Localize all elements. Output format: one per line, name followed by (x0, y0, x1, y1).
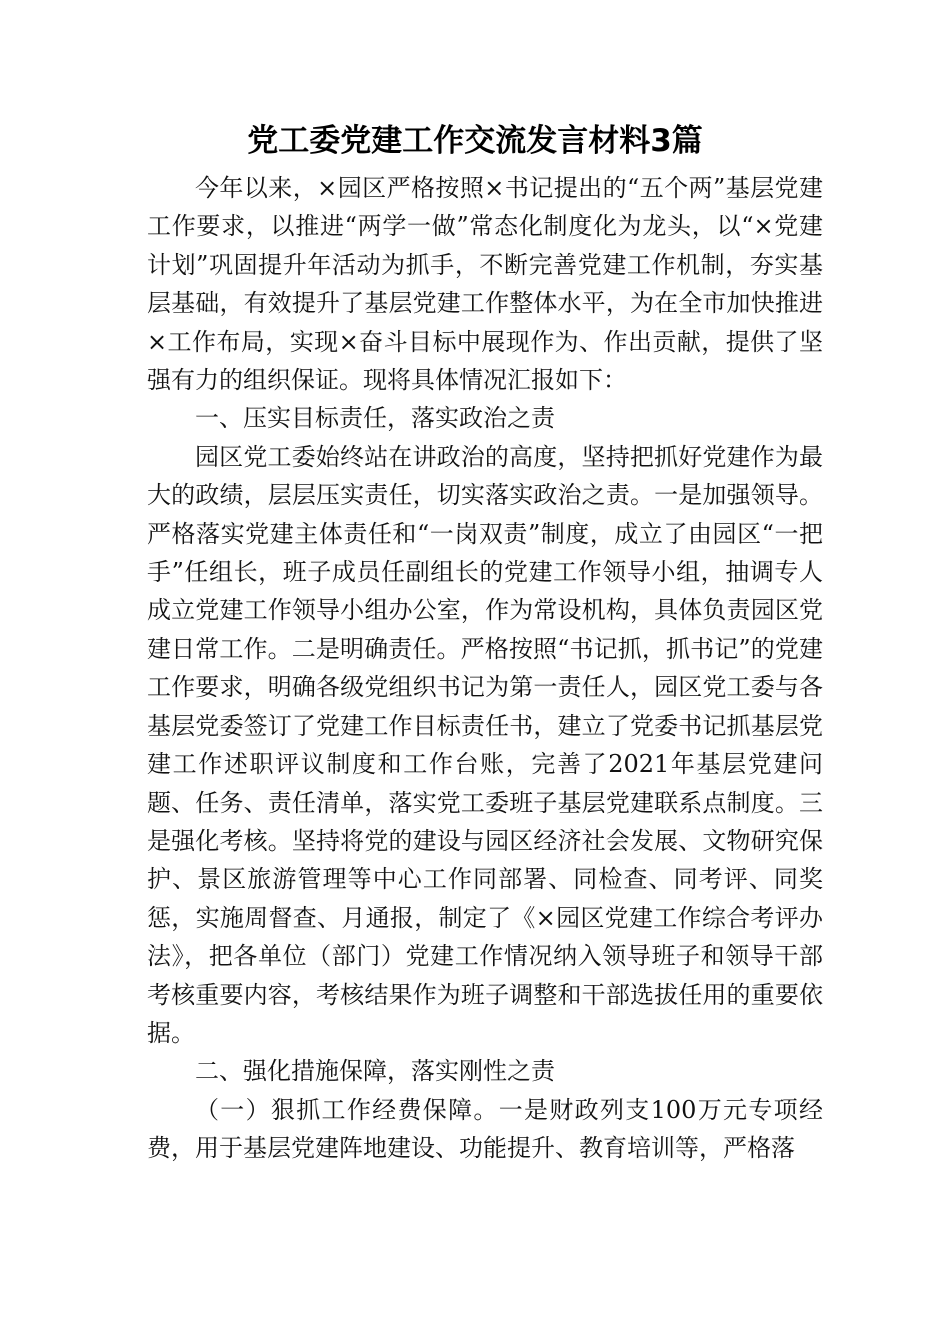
paragraph-section-2: （一）狠抓工作经费保障。一是财政列支100万元专项经费，用于基层党建阵地建设、功能提升、教育培训等，严格落 (147, 1095, 823, 1163)
document-title: 党工委党建工作交流发言材料3篇 (247, 123, 703, 159)
section-heading-2: 二、强化措施保障，落实刚性之责 (195, 1057, 555, 1086)
document-body (147, 169, 823, 1168)
paragraph-intro: 今年以来，×园区严格按照×书记提出的“五个两”基层党建工作要求，以推进“两学一做”常态化制度化为龙头，以“×党建计划”巩固提升年活动为抓手，不断完善党建工作机制，夯实基层基础，有效提升了基层党建工作整体水平，为在全市加快推进×工作布局，实现×奋斗目标中展现作为、作出贡献，提供了坚强有力的组织保证。现将具体情况汇报如下： (147, 174, 823, 395)
paragraph-section-1: 园区党工委始终站在讲政治的高度，坚持把抓好党建作为最大的政绩，层层压实责任，切实落实政治之责。一是加强领导。严格落实党建主体责任和“一岗双责”制度，成立了由园区“一把手”任组长，班子成员任副组长的党建工作领导小组，抽调专人成立党建工作领导小组办公室，作为常设机构，具体负责园区党建日常工作。二是明确责任。严格按照“书记抓，抓书记”的党建工作要求，明确各级党组织书记为第一责任人，园区党工委与各基层党委签订了党建工作目标责任书，建立了党委书记抓基层党建工作述职评议制度和工作台账，完善了2021年基层党建问题、任务、责任清单，落实党工委班子基层党建联系点制度。三是强化考核。坚持将党的建设与园区经济社会发展、文物研究保护、景区旅游管理等中心工作同部署、同检查、同考评、同奖惩，实施周督查、月通报，制定了《×园区党建工作综合考评办法》，把各单位（部门）党建工作情况纳入领导班子和领导干部考核重要内容，考核结果作为班子调整和干部选拔任用的重要依据。 (147, 442, 823, 1047)
section-heading-1: 一、压实目标责任，落实政治之责 (195, 404, 555, 433)
